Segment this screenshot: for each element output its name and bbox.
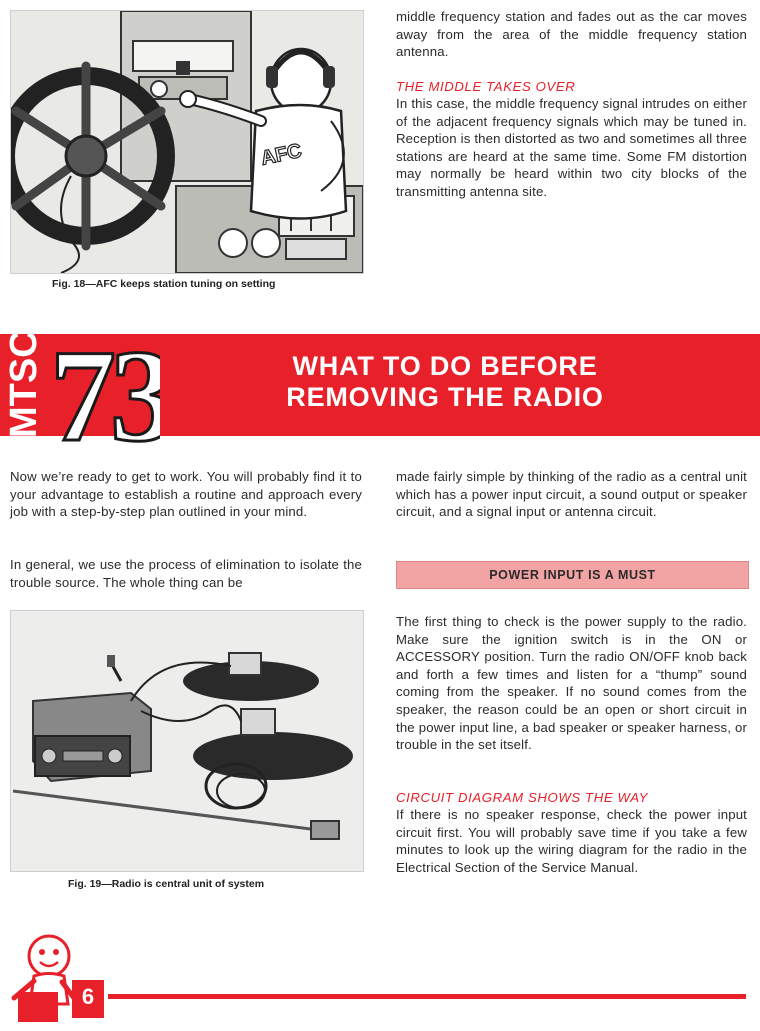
banner-title-line1: WHAT TO DO BEFORE bbox=[292, 351, 598, 381]
afc-badge-text: AFC bbox=[258, 139, 304, 170]
left-para2: In general, we use the process of elimination to isolate the trouble source. The whole thing can be bbox=[10, 557, 362, 590]
fig19-caption: Fig. 19—Radio is central unit of system bbox=[68, 878, 265, 890]
right-para1: made fairly simple by thinking of the radio as a central unit which has a power input circuit, a sound output or speaker circuit, and a signal input or antenna circuit. bbox=[396, 469, 747, 520]
fig18-illustration bbox=[10, 10, 364, 274]
fig18-caption: Fig. 18—AFC keeps station tuning on setting bbox=[52, 278, 276, 290]
fig19-drawing bbox=[11, 611, 363, 871]
mtsc-logo bbox=[0, 318, 160, 448]
logo-number: 73 bbox=[50, 322, 160, 448]
banner-title-line2: REMOVING THE RADIO bbox=[286, 382, 604, 412]
logo-letters: MTSC bbox=[3, 330, 45, 438]
top-right-paragraph: In this case, the middle frequency signal intrudes on either of the adjacent frequency signals which may be tuned in. Reception is then distorted as two and sometimes all three stations are heard at the same time. Some FM distortion may normally be heard within two city blocks of the transmitting antenna site. bbox=[396, 96, 747, 199]
footer-rule bbox=[108, 994, 746, 999]
left-para1: Now we’re ready to get to work. You will probably find it to your advantage to establish a routine and approach every job with a step-by-step plan outlined in your mind. bbox=[10, 469, 362, 520]
right-para2: The first thing to check is the power supply to the radio. Make sure the ignition switch is in the ON or ACCESSORY position. Turn the radio ON/OFF knob back and forth a few times and listen for a “thump” sound coming from the speaker. If no sound comes from the speaker, the reason could be an open or short circuit in the power input line, a bad speaker or speaker harness, or trouble in the set itself. bbox=[396, 614, 747, 753]
subhead-circuit-diagram: CIRCUIT DIAGRAM SHOWS THE WAY bbox=[396, 790, 649, 805]
subhead-middle-takes-over: THE MIDDLE TAKES OVER bbox=[396, 79, 576, 94]
top-right-intro: middle frequency station and fades out as the car moves away from the area of the middle frequency station antenna. bbox=[396, 9, 747, 60]
section-heading-power-input: POWER INPUT IS A MUST bbox=[396, 561, 749, 589]
right-para3: If there is no speaker response, check the power input circuit first. You will probably save time if you take a few minutes to look up the wiring diagram for the radio in the Electrical Section of the Service Manual. bbox=[396, 807, 747, 875]
fig18-drawing bbox=[11, 11, 363, 273]
page-number: 6 bbox=[81, 984, 95, 1009]
fig19-photo bbox=[10, 610, 364, 872]
mtsc-logo-graphic bbox=[0, 318, 160, 448]
